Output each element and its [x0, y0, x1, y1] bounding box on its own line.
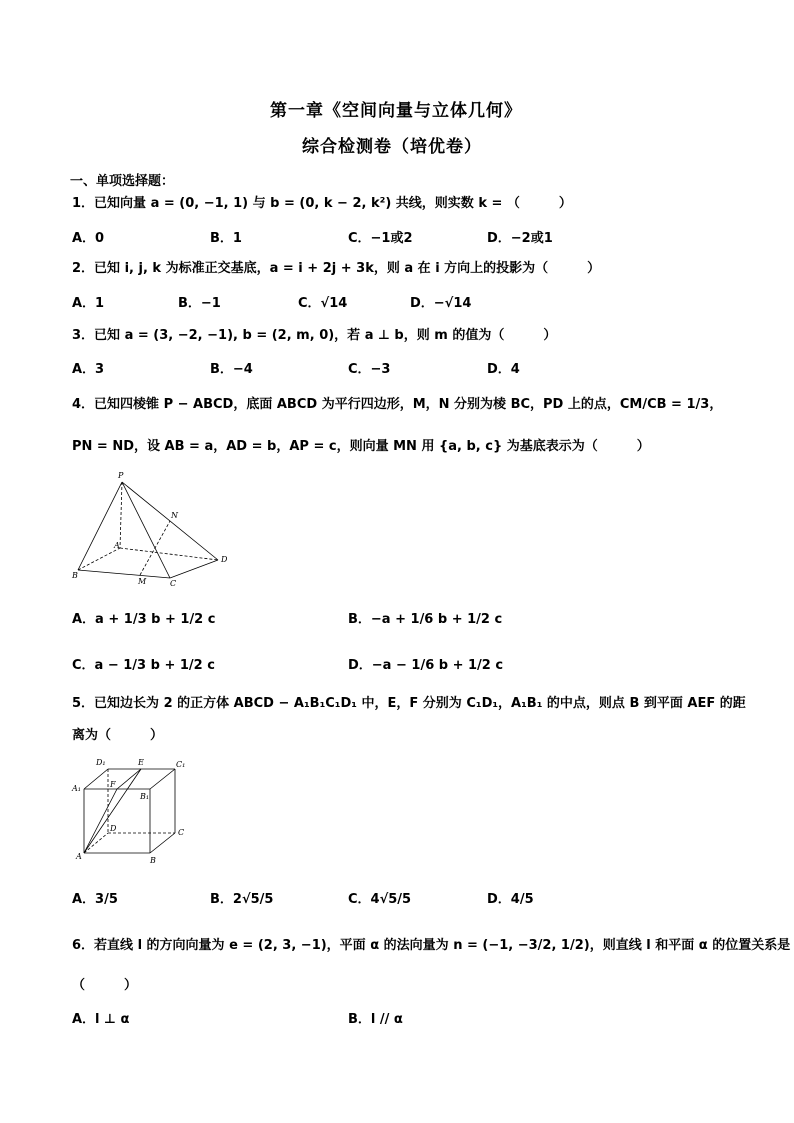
- q4-option-c: C．a − 1/3 b + 1/2 c: [72, 658, 215, 673]
- q6-option-b: B．l // α: [348, 1012, 403, 1027]
- q1-option-b: B．1: [210, 231, 242, 246]
- question-4-line-1: 4．已知四棱锥 P − ABCD，底面 ABCD 为平行四边形，M，N 分别为棱 BC，PD 上的点，CM/CB = 1/3，: [72, 397, 723, 412]
- q4-option-b: B．−a + 1/6 b + 1/2 c: [348, 612, 503, 627]
- page-title: 第一章《空间向量与立体几何》: [270, 101, 522, 121]
- label-P: P: [118, 471, 124, 480]
- label-M: M: [138, 577, 147, 586]
- cube-figure: [70, 753, 190, 865]
- question-3: 3．已知 a = (3, −2, −1), b = (2, m, 0)，若 a ⊥ b，则 m 的值为（ ）: [72, 328, 557, 343]
- label-E: E: [138, 758, 144, 767]
- label-B: B: [150, 856, 156, 865]
- q3-option-a: A．3: [72, 362, 105, 377]
- label-D: D: [110, 824, 117, 833]
- question-4-line-2: PN = ND，设 AB = a，AD = b，AP = c，则向量 MN 用 {a, b, c} 为基底表示为（ ）: [72, 439, 650, 454]
- section-heading: 一、单项选择题：: [70, 174, 175, 189]
- q2-option-c: C．√14: [298, 296, 348, 311]
- label-D: D: [221, 555, 228, 564]
- label-C: C: [170, 579, 177, 588]
- label-A1: A₁: [72, 784, 81, 793]
- question-6-line-2: （ ）: [72, 978, 138, 993]
- label-A: A: [76, 852, 82, 861]
- question-5-line-1: 5．已知边长为 2 的正方体 ABCD − A₁B₁C₁D₁ 中，E，F 分别为 C₁D₁，A₁B₁ 的中点，则点 B 到平面 AEF 的距: [72, 696, 746, 711]
- label-D1: D₁: [96, 758, 106, 767]
- pyramid-figure: [70, 468, 240, 588]
- q5-option-b: B．2√5/5: [210, 892, 274, 907]
- q2-option-a: A．1: [72, 296, 105, 311]
- label-C: C: [178, 828, 185, 837]
- q2-option-d: D．−√14: [410, 296, 472, 311]
- q3-option-b: B．−4: [210, 362, 253, 377]
- label-A: A: [114, 541, 120, 550]
- q6-option-a: A．l ⊥ α: [72, 1012, 130, 1027]
- q4-option-d: D．−a − 1/6 b + 1/2 c: [348, 658, 504, 673]
- q3-option-d: D．4: [487, 362, 520, 377]
- q3-option-c: C．−3: [348, 362, 391, 377]
- q5-option-d: D．4/5: [487, 892, 534, 907]
- page-subtitle: 综合检测卷（培优卷）: [302, 137, 482, 157]
- q1-option-c: C．−1或2: [348, 231, 413, 246]
- q2-option-b: B．−1: [178, 296, 221, 311]
- q5-option-a: A．3/5: [72, 892, 118, 907]
- question-1: 1．已知向量 a = (0, −1, 1) 与 b = (0, k − 2, k²) 共线，则实数 k = （ ）: [72, 196, 572, 211]
- label-N: N: [171, 511, 178, 520]
- q4-option-a: A．a + 1/3 b + 1/2 c: [72, 612, 216, 627]
- label-B: B: [72, 571, 78, 580]
- q5-option-c: C．4√5/5: [348, 892, 412, 907]
- label-F: F: [110, 780, 116, 789]
- q1-option-a: A．0: [72, 231, 105, 246]
- label-B1: B₁: [140, 792, 150, 801]
- question-5-line-2: 离为（ ）: [72, 728, 164, 743]
- question-2: 2．已知 i, j, k 为标准正交基底，a = i + 2j + 3k，则 a 在 i 方向上的投影为（ ）: [72, 261, 601, 276]
- q1-option-d: D．−2或1: [487, 231, 553, 246]
- question-6-line-1: 6．若直线 l 的方向向量为 e = (2, 3, −1)，平面 α 的法向量为 n = (−1, −3/2, 1/2)，则直线 l 和平面 α 的位置关系是: [72, 938, 791, 953]
- label-C1: C₁: [176, 760, 186, 769]
